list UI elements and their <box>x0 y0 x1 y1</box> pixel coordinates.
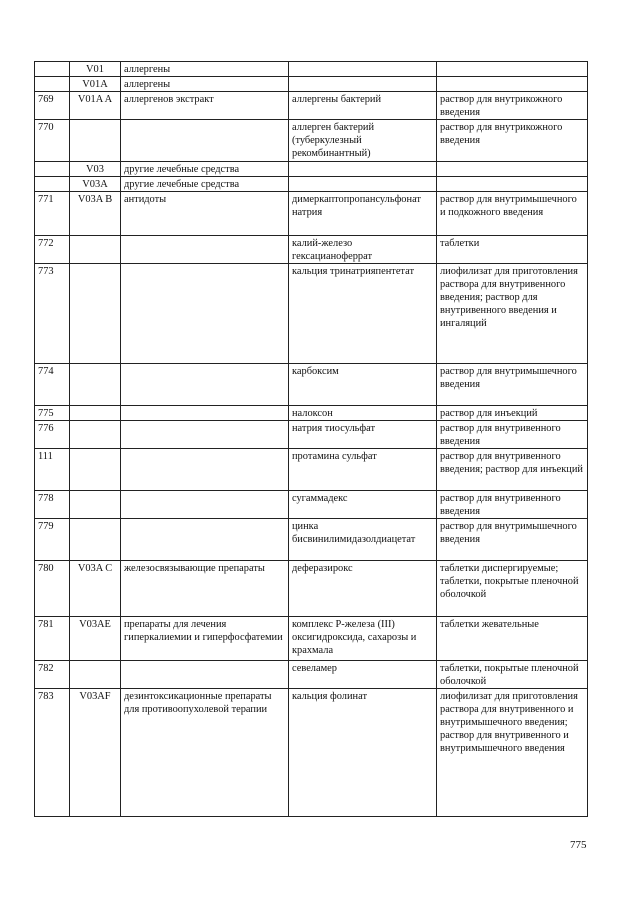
table-row <box>35 421 588 449</box>
row-number-cell: 773 <box>35 264 70 364</box>
atc-code-cell <box>70 364 121 406</box>
atc-code-cell <box>70 519 121 561</box>
atc-code-cell <box>70 421 121 449</box>
atc-code-cell: V03 <box>70 162 121 177</box>
atc-code-cell <box>70 406 121 421</box>
drug-name-cell: кальция фолинат <box>289 689 437 817</box>
drug-name-cell: деферазирокс <box>289 561 437 617</box>
table-row <box>35 491 588 519</box>
dosage-form-cell: раствор для инъекций <box>437 406 588 421</box>
table-row <box>35 62 588 77</box>
table-row <box>35 192 588 236</box>
row-number-cell: 770 <box>35 120 70 162</box>
row-number-cell: 781 <box>35 617 70 661</box>
table-row <box>35 449 588 491</box>
anatomical-group-cell <box>121 491 289 519</box>
dosage-form-cell: раствор для внутримышечного введения <box>437 364 588 406</box>
drug-table <box>34 61 588 817</box>
dosage-form-cell: таблетки, покрытые пленочной оболочкой <box>437 661 588 689</box>
drug-name-cell: севеламер <box>289 661 437 689</box>
dosage-form-cell: раствор для внутримышечного введения <box>437 519 588 561</box>
anatomical-group-cell: антидоты <box>121 192 289 236</box>
atc-code-cell <box>70 264 121 364</box>
row-number-cell: 783 <box>35 689 70 817</box>
row-number-cell <box>35 77 70 92</box>
dosage-form-cell: раствор для внутрикожного введения <box>437 120 588 162</box>
drug-name-cell <box>289 177 437 192</box>
dosage-form-cell: лиофилизат для приготовления раствора для внутривенного введения; раствор для внутривенного введения и ингаляций <box>437 264 588 364</box>
dosage-form-cell: таблетки диспергируемые; таблетки, покрытые пленочной оболочкой <box>437 561 588 617</box>
atc-code-cell: V01 <box>70 62 121 77</box>
table-row <box>35 364 588 406</box>
anatomical-group-cell: другие лечебные средства <box>121 162 289 177</box>
anatomical-group-cell <box>121 519 289 561</box>
drug-name-cell: натрия тиосульфат <box>289 421 437 449</box>
row-number-cell: 782 <box>35 661 70 689</box>
atc-code-cell: V01A <box>70 77 121 92</box>
drug-name-cell <box>289 162 437 177</box>
row-number-cell: 111 <box>35 449 70 491</box>
dosage-form-cell: лиофилизат для приготовления раствора для внутривенного и внутримышечного введения; раствор для внутривенного и внутримышечного введения <box>437 689 588 817</box>
drug-name-cell: протамина сульфат <box>289 449 437 491</box>
row-number-cell: 775 <box>35 406 70 421</box>
row-number-cell: 779 <box>35 519 70 561</box>
anatomical-group-cell: железосвязывающие препараты <box>121 561 289 617</box>
atc-code-cell <box>70 491 121 519</box>
row-number-cell: 772 <box>35 236 70 264</box>
table-row <box>35 77 588 92</box>
drug-name-cell: аллергены бактерий <box>289 92 437 120</box>
table-row <box>35 236 588 264</box>
atc-code-cell <box>70 449 121 491</box>
drug-name-cell: калий-железо гексацианоферрат <box>289 236 437 264</box>
row-number-cell: 776 <box>35 421 70 449</box>
dosage-form-cell <box>437 177 588 192</box>
row-number-cell: 771 <box>35 192 70 236</box>
table-row <box>35 661 588 689</box>
anatomical-group-cell <box>121 120 289 162</box>
anatomical-group-cell: препараты для лечения гиперкалиемии и гиперфосфатемии <box>121 617 289 661</box>
drug-name-cell: карбоксим <box>289 364 437 406</box>
row-number-cell: 778 <box>35 491 70 519</box>
anatomical-group-cell <box>121 406 289 421</box>
atc-code-cell: V03A <box>70 177 121 192</box>
table-row <box>35 406 588 421</box>
drug-name-cell: налоксон <box>289 406 437 421</box>
anatomical-group-cell: аллергены <box>121 77 289 92</box>
table-row <box>35 177 588 192</box>
row-number-cell: 774 <box>35 364 70 406</box>
table-row <box>35 120 588 162</box>
row-number-cell <box>35 62 70 77</box>
table-row <box>35 617 588 661</box>
anatomical-group-cell: дезинтоксикационные препараты для противоопухолевой терапии <box>121 689 289 817</box>
atc-code-cell: V03AE <box>70 617 121 661</box>
table-row <box>35 92 588 120</box>
atc-code-cell: V03AF <box>70 689 121 817</box>
row-number-cell: 780 <box>35 561 70 617</box>
dosage-form-cell <box>437 162 588 177</box>
dosage-form-cell: раствор для внутрикожного введения <box>437 92 588 120</box>
dosage-form-cell: таблетки <box>437 236 588 264</box>
anatomical-group-cell <box>121 661 289 689</box>
dosage-form-cell: раствор для внутримышечного и подкожного введения <box>437 192 588 236</box>
atc-code-cell <box>70 236 121 264</box>
atc-code-cell: V03A В <box>70 192 121 236</box>
drug-name-cell <box>289 62 437 77</box>
anatomical-group-cell <box>121 449 289 491</box>
dosage-form-cell <box>437 77 588 92</box>
dosage-form-cell: раствор для внутривенного введения <box>437 491 588 519</box>
dosage-form-cell: таблетки жевательные <box>437 617 588 661</box>
row-number-cell <box>35 177 70 192</box>
table-row <box>35 561 588 617</box>
atc-code-cell: V01A A <box>70 92 121 120</box>
table-row <box>35 264 588 364</box>
anatomical-group-cell: аллергены <box>121 62 289 77</box>
page-number: 775 <box>570 839 587 851</box>
drug-name-cell: цинка бисвинилимидазолдиацетат <box>289 519 437 561</box>
atc-code-cell <box>70 661 121 689</box>
drug-name-cell: сугаммадекс <box>289 491 437 519</box>
drug-name-cell: кальция тринатрияпентетат <box>289 264 437 364</box>
table-row <box>35 162 588 177</box>
atc-code-cell: V03A С <box>70 561 121 617</box>
drug-name-cell: аллерген бактерий (туберкулезный рекомбинантный) <box>289 120 437 162</box>
row-number-cell: 769 <box>35 92 70 120</box>
atc-code-cell <box>70 120 121 162</box>
drug-name-cell: димеркаптопропансульфонат натрия <box>289 192 437 236</box>
anatomical-group-cell <box>121 236 289 264</box>
table-row <box>35 519 588 561</box>
dosage-form-cell: раствор для внутривенного введения; раствор для инъекций <box>437 449 588 491</box>
drug-name-cell <box>289 77 437 92</box>
dosage-form-cell <box>437 62 588 77</box>
anatomical-group-cell <box>121 421 289 449</box>
anatomical-group-cell <box>121 364 289 406</box>
anatomical-group-cell: другие лечебные средства <box>121 177 289 192</box>
drug-name-cell: комплекс Р-железа (III) оксигидроксида, сахарозы и крахмала <box>289 617 437 661</box>
dosage-form-cell: раствор для внутривенного введения <box>437 421 588 449</box>
table-row <box>35 689 588 817</box>
row-number-cell <box>35 162 70 177</box>
anatomical-group-cell <box>121 264 289 364</box>
anatomical-group-cell: аллергенов экстракт <box>121 92 289 120</box>
